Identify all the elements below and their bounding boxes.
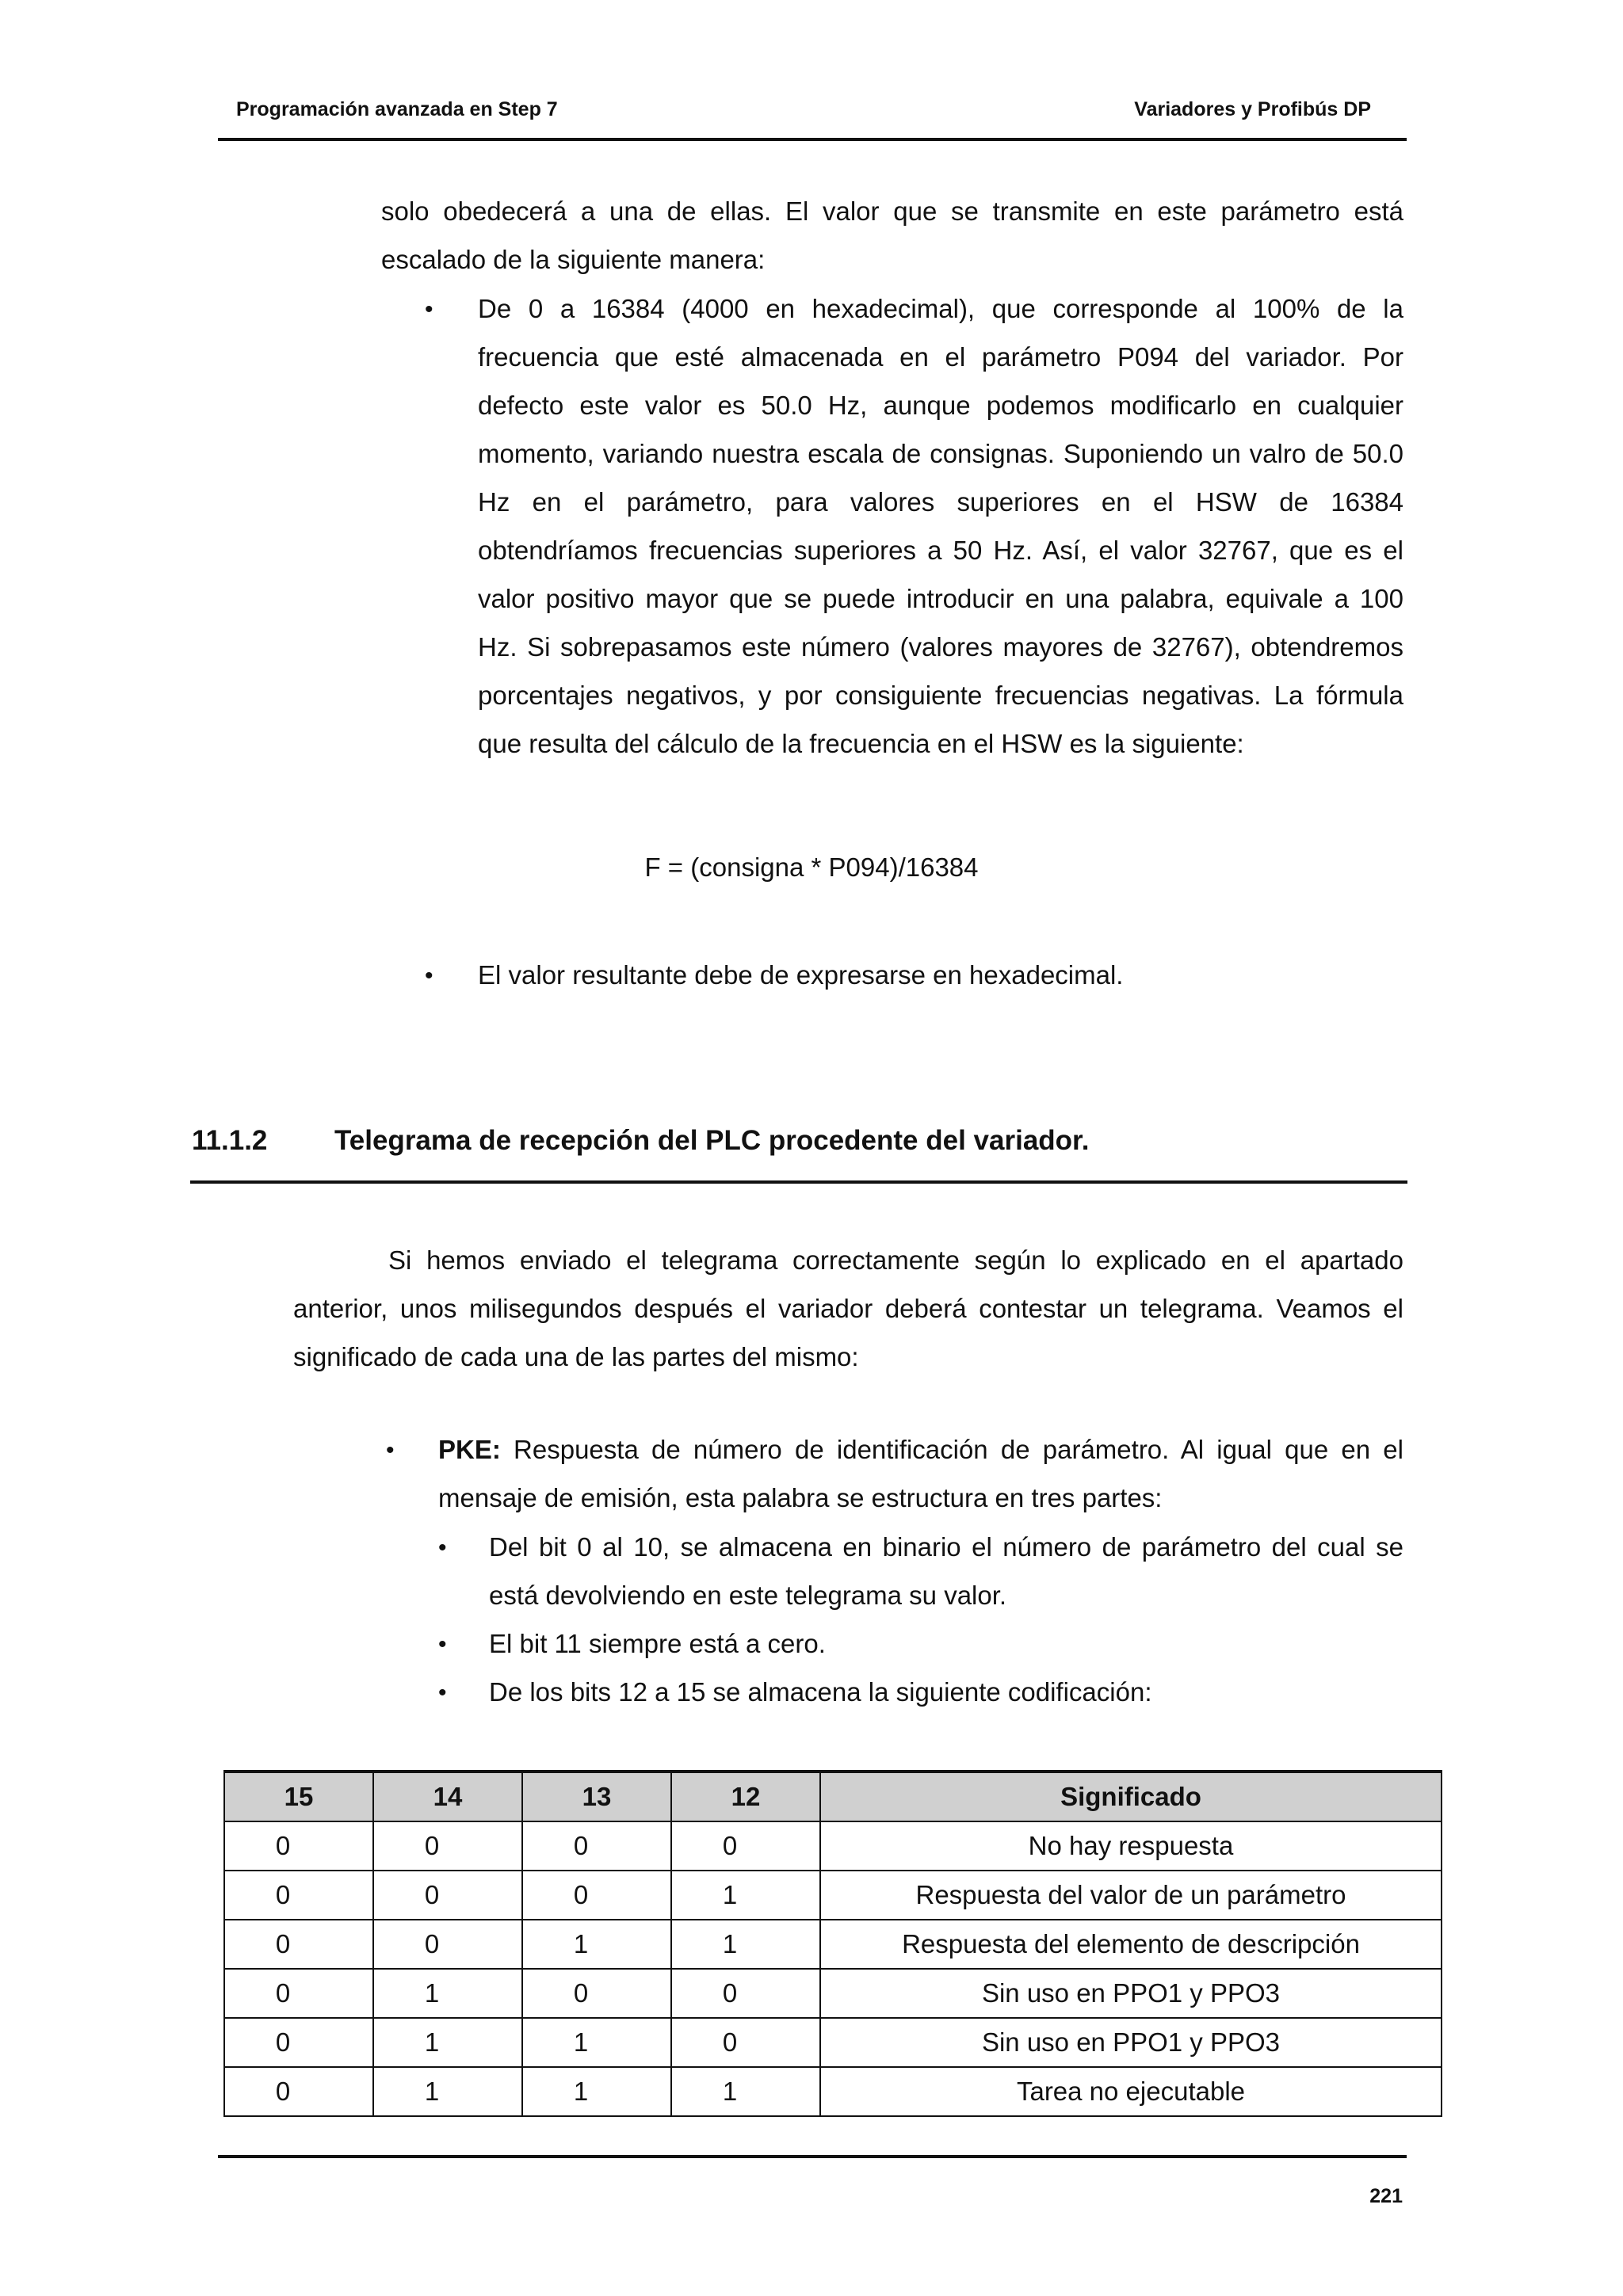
cell-meaning: No hay respuesta [820, 1821, 1442, 1871]
cell-bit: 0 [671, 1821, 820, 1871]
bullet-1-dot: • [425, 296, 433, 322]
table-row [224, 2067, 1442, 2116]
cell-bit: 1 [671, 1871, 820, 1920]
cell-bit: 0 [224, 1920, 373, 1969]
table-header-row [224, 1772, 1442, 1821]
intro-paragraph: solo obedecerá a una de ellas. El valor que se transmite en este parámetro está escalado de la siguiente manera: [381, 196, 1403, 274]
cell-bit: 0 [224, 1821, 373, 1871]
cell-bit: 0 [522, 1821, 671, 1871]
table-row [224, 1969, 1442, 2018]
cell-bit: 1 [522, 2067, 671, 2116]
section-heading [192, 1125, 1089, 1157]
cell-meaning: Sin uso en PPO1 y PPO3 [820, 1969, 1442, 2018]
pke-bullet-dot: • [386, 1437, 395, 1463]
header-divider [218, 138, 1407, 141]
section-divider [190, 1180, 1407, 1184]
pke-paragraph [438, 1425, 1403, 1522]
cell-bit: 0 [671, 1969, 820, 2018]
cell-meaning: Sin uso en PPO1 y PPO3 [820, 2018, 1442, 2067]
cell-bit: 1 [373, 2018, 522, 2067]
section-title: Telegrama de recepción del PLC procedente del variador. [334, 1125, 1090, 1156]
cell-bit: 1 [373, 1969, 522, 2018]
sub-bullet-2-text: El bit 11 siempre está a cero. [489, 1629, 826, 1658]
bullet-2-text: El valor resultante debe de expresarse en hexadecimal. [478, 960, 1124, 990]
sub-bullet-1-dot: • [438, 1535, 447, 1561]
cell-bit: 0 [522, 1969, 671, 2018]
header-bit-15: 15 [224, 1772, 373, 1821]
table-row [224, 1920, 1442, 1969]
section-number: 11.1.2 [192, 1125, 268, 1156]
table-row [224, 1821, 1442, 1871]
cell-bit: 0 [224, 2018, 373, 2067]
cell-bit: 0 [671, 2018, 820, 2067]
cell-bit: 0 [224, 1871, 373, 1920]
pke-text: Respuesta de número de identificación de parámetro. Al igual que en el mensaje de emisión, esta palabra se estructura en tres partes: [438, 1435, 1403, 1512]
cell-bit: 0 [373, 1821, 522, 1871]
header-meaning: Significado [820, 1772, 1442, 1821]
footer-divider [218, 2155, 1407, 2158]
cell-meaning: Respuesta del elemento de descripción [820, 1920, 1442, 1969]
sub-bullet-1-text: Del bit 0 al 10, se almacena en binario el número de parámetro del cual se está devolviendo en este telegrama su valor. [489, 1532, 1403, 1610]
header-bit-14: 14 [373, 1772, 522, 1821]
cell-bit: 0 [224, 1969, 373, 2018]
cell-meaning: Respuesta del valor de un parámetro [820, 1871, 1442, 1920]
header-bit-12: 12 [671, 1772, 820, 1821]
cell-bit: 1 [373, 2067, 522, 2116]
bullet-1-text: De 0 a 16384 (4000 en hexadecimal), que corresponde al 100% de la frecuencia que esté almacenada en el parámetro P094 del variador. Por defecto este valor es 50.0 Hz, aunque podemos modificarlo en cualquier momento, variando nuestra escala de consignas. Suponiendo un valro de 50.0 Hz en el parámetro, para valores superiores en el HSW de 16384 obtendríamos frecuencias superiores a 50 Hz. Así, el valor 32767, que es el valor positivo mayor que se puede introducir en una palabra, equivale a 100 Hz. Si sobrepasamos este número (valores mayores de 32767), obtendremos porcentajes negativos, y por consiguiente frecuencias negativas. La fórmula que resulta del cálculo de la frecuencia en el HSW es la siguiente: [478, 294, 1403, 758]
header-left-title: Programación avanzada en Step 7 [236, 98, 558, 120]
table-row [224, 1871, 1442, 1920]
cell-meaning: Tarea no ejecutable [820, 2067, 1442, 2116]
cell-bit: 0 [373, 1920, 522, 1969]
cell-bit: 0 [522, 1871, 671, 1920]
sub-bullet-2-dot: • [438, 1631, 447, 1657]
sub-bullet-3-dot: • [438, 1680, 447, 1706]
cell-bit: 0 [373, 1871, 522, 1920]
reception-paragraph: Si hemos enviado el telegrama correctamente según lo explicado en el apartado anterior, unos milisegundos después el variador deberá contestar un telegrama. Veamos el significado de cada una de las partes del mismo: [293, 1245, 1403, 1371]
cell-bit: 1 [671, 2067, 820, 2116]
page-number: 221 [1369, 2185, 1403, 2207]
sub-bullet-3-text: De los bits 12 a 15 se almacena la siguiente codificación: [489, 1677, 1152, 1707]
pke-label: PKE: [438, 1435, 501, 1464]
table-row [224, 2018, 1442, 2067]
bullet-2-dot: • [425, 963, 433, 989]
cell-bit: 0 [224, 2067, 373, 2116]
response-code-table [223, 1770, 1442, 2117]
cell-bit: 1 [522, 2018, 671, 2067]
cell-bit: 1 [522, 1920, 671, 1969]
header-right-title: Variadores y Profibús DP [1134, 98, 1371, 120]
cell-bit: 1 [671, 1920, 820, 1969]
header-bit-13: 13 [522, 1772, 671, 1821]
formula: F = (consigna * P094)/16384 [644, 852, 979, 882]
